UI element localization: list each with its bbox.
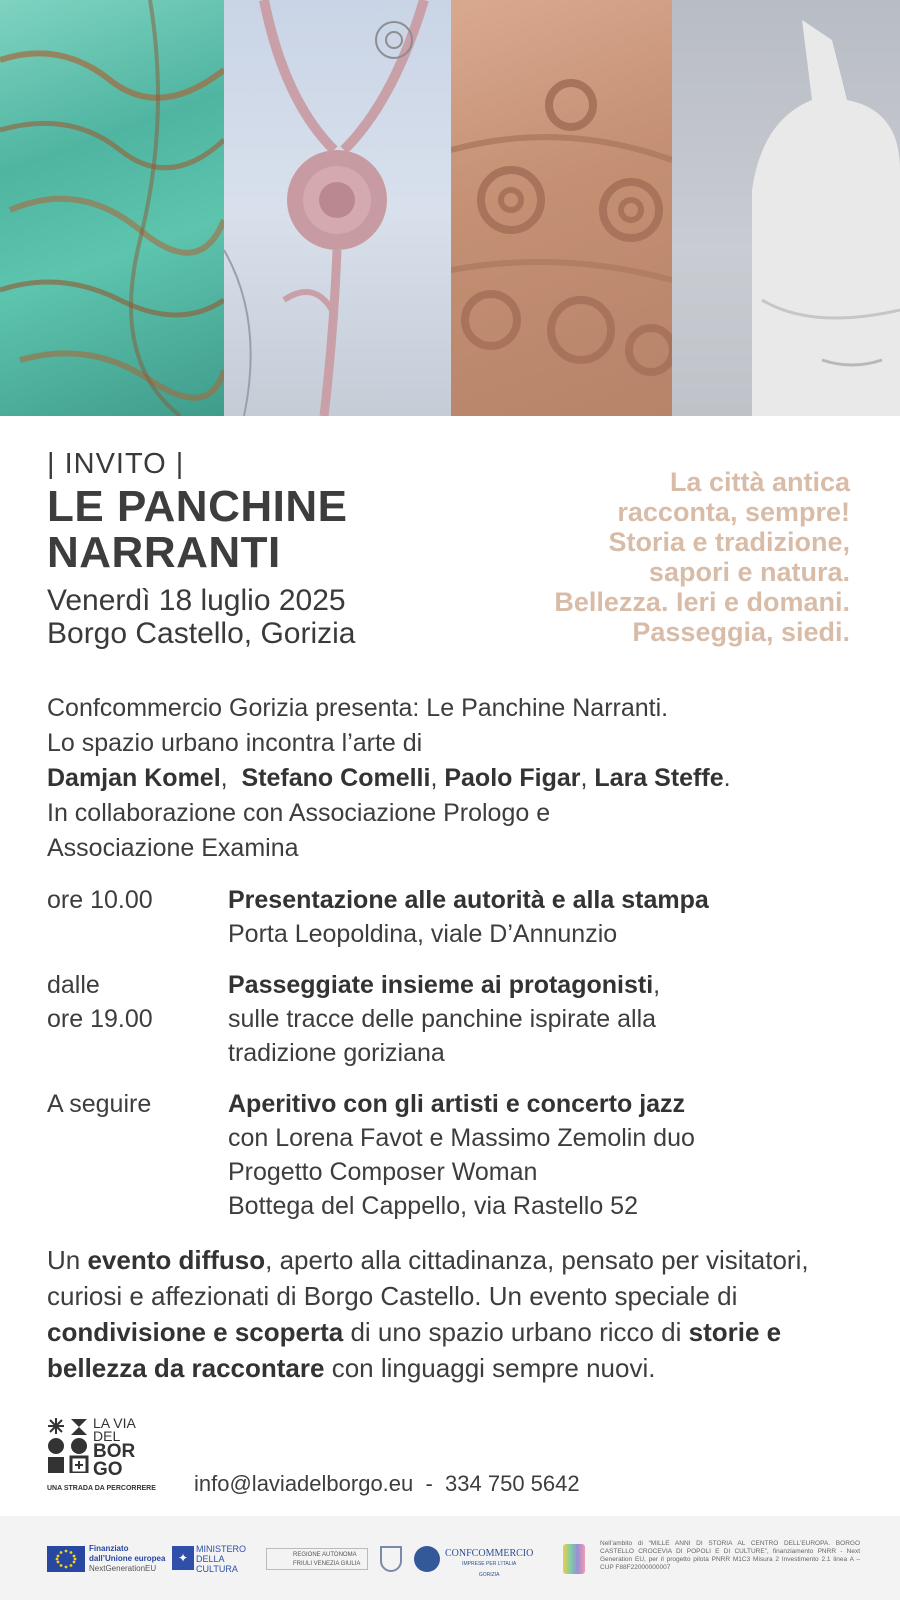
intro-paragraph <box>47 691 867 866</box>
intro-line: In collaborazione con Associazione Prologo e <box>47 799 551 827</box>
ministry-text-line: CULTURA <box>196 1564 238 1574</box>
closing-highlight: storie e bellezza da raccontare <box>47 1317 782 1383</box>
eu-text-line: dall’Unione europea <box>89 1554 166 1563</box>
motto-line: Passeggia, siedi. <box>632 617 850 647</box>
schedule-time-line: dalle <box>47 971 100 999</box>
closing-text: , aperto alla cittadinanza, pensato per visitatori, curiosi e affezionati di Borgo Castello. Un evento speciale di <box>47 1245 809 1311</box>
schedule-detail-line: Bottega del Cappello, via Rastello 52 <box>228 1192 638 1220</box>
schedule-detail-line: Porta Leopoldina, viale D’Annunzio <box>228 920 618 948</box>
schedule-time-line: ore 10.00 <box>47 886 153 914</box>
eu-stars-icon <box>47 1546 85 1572</box>
schedule-title-text: Presentazione alle autorità e alla stampa <box>228 886 709 914</box>
event-title <box>47 484 347 576</box>
contact-phone[interactable]: 334 750 5642 <box>445 1471 580 1496</box>
closing-paragraph <box>47 1242 867 1386</box>
separator: , <box>430 764 445 792</box>
bronze-patina-sculpture-photo <box>0 0 224 416</box>
event-title-line1: LE PANCHINE <box>47 482 348 531</box>
schedule-detail-line: tradizione goriziana <box>228 1039 445 1067</box>
schedule-time-line: ore 19.00 <box>47 1005 153 1033</box>
schedule-title-text: Aperitivo con gli artisti e concerto jazz <box>228 1090 686 1118</box>
regione-fvg-logo <box>266 1548 368 1570</box>
motto-line: Bellezza. Ieri e domani. <box>554 587 850 617</box>
motto-line: Storia e tradizione, <box>608 527 850 557</box>
ministry-text-line: DELLA <box>196 1554 225 1564</box>
contact-info <box>194 1471 580 1497</box>
logo-mark-icon <box>47 1417 91 1473</box>
schedule-item <box>47 968 867 1072</box>
schedule-title <box>228 968 868 1002</box>
schedule-detail-line: con Lorena Favot e Massimo Zemolin duo <box>228 1124 695 1152</box>
separator: . <box>723 764 731 792</box>
confcommercio-emblem-icon <box>414 1546 440 1572</box>
schedule-detail-line: Progetto Composer Woman <box>228 1158 538 1186</box>
separator: , <box>220 764 242 792</box>
logo-word: DEL <box>93 1428 121 1444</box>
closing-highlight: condivisione e scoperta <box>47 1317 344 1347</box>
fvg-text-line: FRIULI VENEZIA GIULIA <box>293 1561 361 1567</box>
intro-line: Associazione Examina <box>47 834 299 862</box>
schedule-details <box>228 1087 868 1223</box>
confcommercio-city: GORIZIA <box>478 1572 500 1578</box>
intro-line: Lo spazio urbano incontra l’arte di <box>47 729 423 757</box>
city-crest-icon <box>380 1546 402 1572</box>
stone-head-sculpture-photo <box>672 0 900 416</box>
motto-line: sapori e natura. <box>648 557 850 587</box>
eu-funding-label <box>89 1544 165 1574</box>
intro-line: Confcommercio Gorizia presenta: Le Panchine Narranti. <box>47 694 669 722</box>
pnrr-logo-icon <box>563 1544 585 1574</box>
confcommercio-subtitle: IMPRESE PER L’ITALIA <box>462 1561 517 1567</box>
event-title-line2: NARRANTI <box>47 528 281 577</box>
event-date-place <box>47 584 355 650</box>
schedule-time <box>47 883 217 917</box>
schedule-item <box>47 1087 867 1227</box>
closing-text: con linguaggi sempre nuovi. <box>324 1353 656 1383</box>
sponsor-footer <box>0 1516 900 1600</box>
fvg-text-line: REGIONE AUTONOMA <box>293 1552 357 1558</box>
event-place: Borgo Castello, Gorizia <box>47 617 356 650</box>
confcommercio-logo <box>445 1548 533 1581</box>
iron-flower-sculpture-photo <box>224 0 451 416</box>
artists-line <box>47 761 867 796</box>
closing-highlight: evento diffuso <box>87 1245 266 1275</box>
funding-legal-note: Nell’ambito di “MILLE ANNI DI STORIA AL CENTRO DELL’EUROPA. BORGO CASTELLO CROCEVIA DI POPOLI E DI CULTURE”, finanziamento PNRR - Next Generation EU, per il progetto pilota PNRR M1C3 Misura 2 Investimento 2.1 linea A – CUP F88F22000000007 <box>600 1540 860 1571</box>
carved-wood-relief-photo <box>451 0 672 416</box>
motto-line: La città antica <box>669 467 850 497</box>
stone-head-shape <box>672 0 900 416</box>
closing-text: di uno spazio urbano ricco di <box>343 1317 689 1347</box>
contact-separator: - <box>413 1471 446 1496</box>
schedule-detail-line: sulle tracce delle panchine ispirate alla <box>228 1005 657 1033</box>
schedule-title-text: Passeggiate insieme ai protagonisti <box>228 971 654 999</box>
eu-flag-icon <box>47 1546 85 1572</box>
la-via-del-borgo-logo <box>47 1417 167 1492</box>
ministry-text-line: MINISTERO <box>196 1544 247 1554</box>
eu-text-line: Finanziato <box>89 1544 129 1553</box>
ministry-culture-label <box>196 1544 246 1574</box>
schedule-details <box>228 883 868 951</box>
artist-name: Paolo Figar <box>444 764 581 792</box>
logo-word: LA VIA <box>93 1415 136 1431</box>
logo-tagline: UNA STRADA DA PERCORRERE <box>47 1485 156 1492</box>
patina-texture <box>0 0 224 416</box>
motto <box>450 467 850 647</box>
schedule-title <box>228 883 868 917</box>
relief-pattern <box>451 0 672 416</box>
separator: , <box>580 764 595 792</box>
eu-text-line: NextGenerationEU <box>89 1564 157 1573</box>
invitation-label: | INVITO | <box>47 448 185 480</box>
logo-wordmark <box>93 1417 136 1479</box>
motto-line: racconta, sempre! <box>617 497 850 527</box>
flower-drawing <box>224 0 451 416</box>
logo-word: BOR <box>93 1441 136 1462</box>
artist-name: Damjan Komel <box>47 764 221 792</box>
schedule-details <box>228 968 868 1070</box>
artist-name: Stefano Comelli <box>241 764 431 792</box>
schedule-item <box>47 883 867 953</box>
schedule-title-suffix: , <box>653 971 661 999</box>
logo-word: GO <box>93 1459 123 1480</box>
confcommercio-name: CONFCOMMERCIO <box>445 1548 534 1559</box>
contact-email[interactable]: info@laviadelborgo.eu <box>194 1471 414 1496</box>
schedule-title <box>228 1087 868 1121</box>
ministry-culture-icon: ✦ <box>172 1546 194 1570</box>
closing-text: Un <box>47 1245 88 1275</box>
schedule-time <box>47 1087 217 1121</box>
artist-name: Lara Steffe <box>594 764 724 792</box>
schedule-time <box>47 968 217 1036</box>
event-date: Venerdì 18 luglio 2025 <box>47 584 346 617</box>
header-image-strip <box>0 0 900 416</box>
schedule-time-line: A seguire <box>47 1090 152 1118</box>
